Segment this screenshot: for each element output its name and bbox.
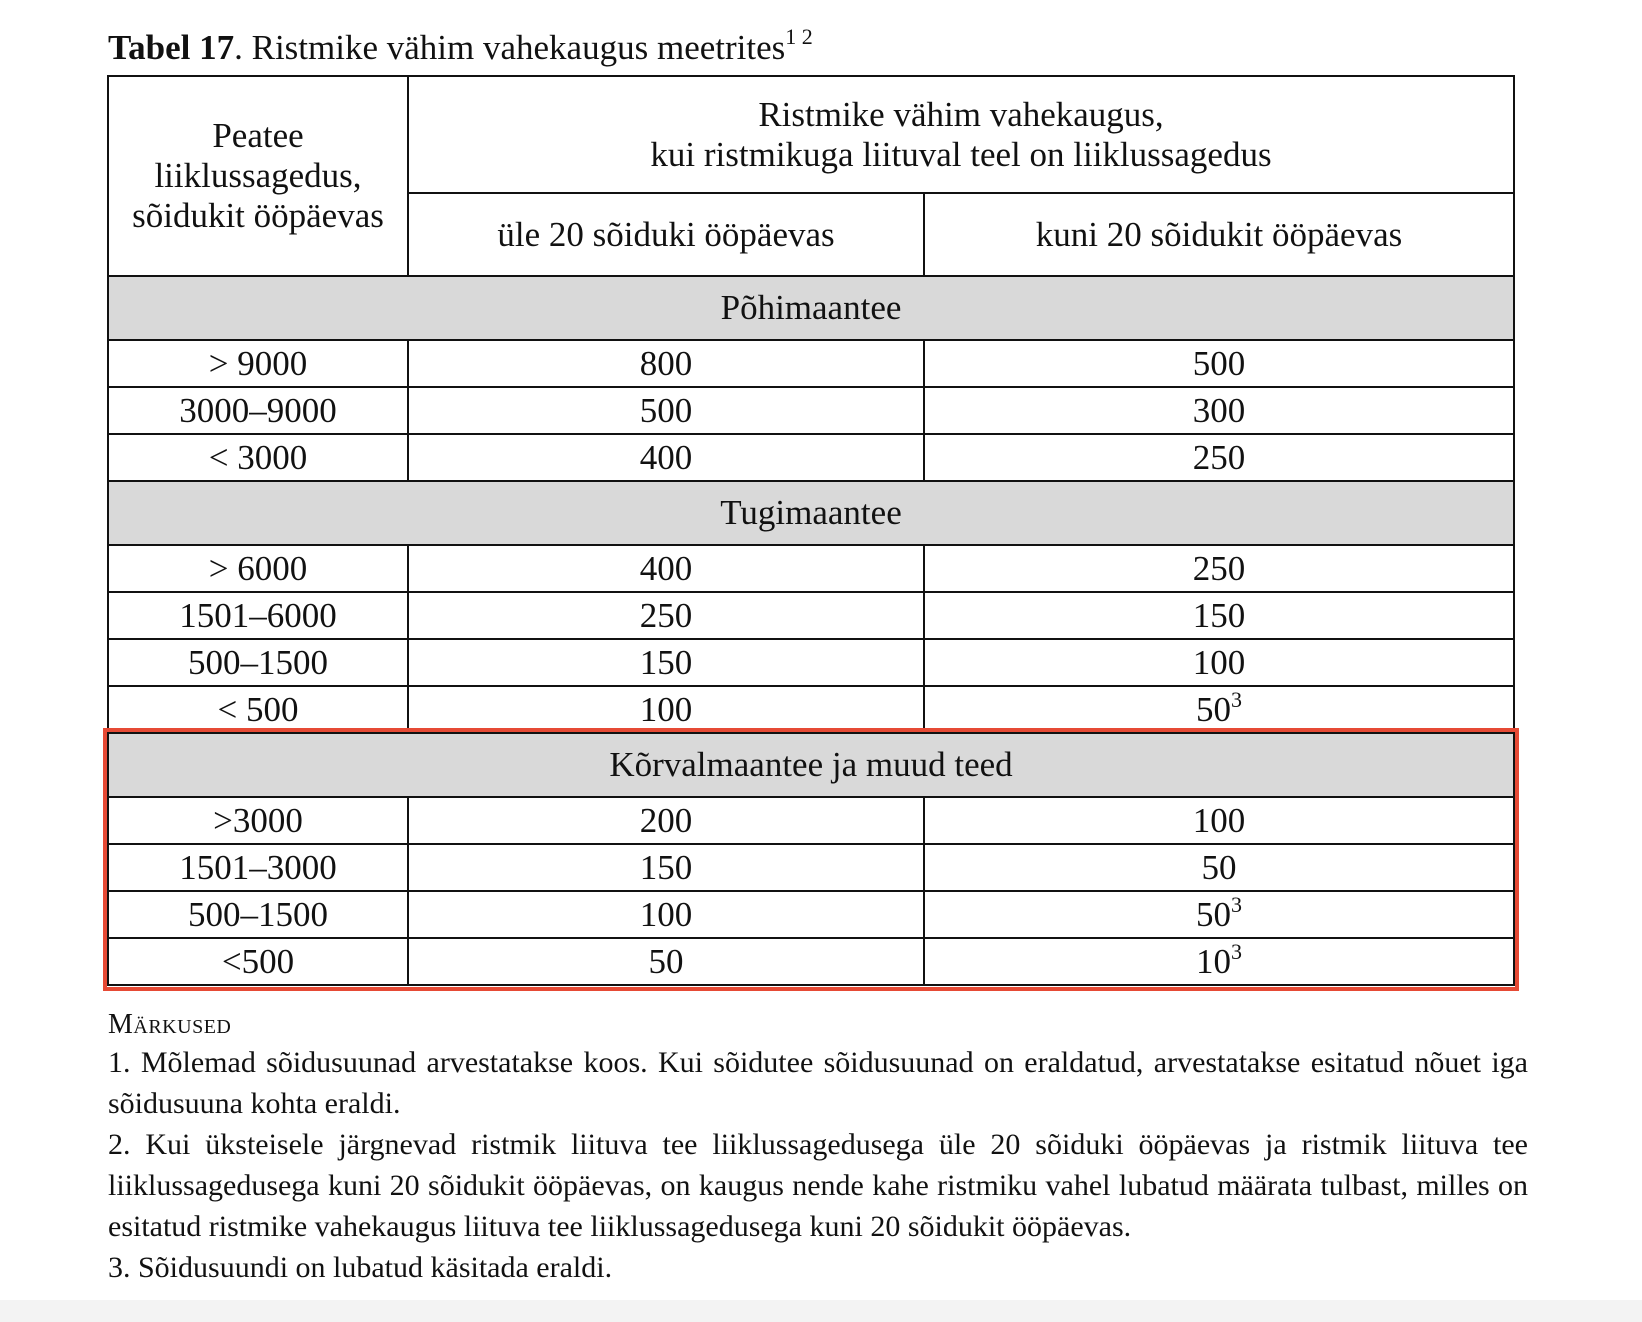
table-row xyxy=(108,891,1514,938)
traffic-cell: > 6000 xyxy=(108,545,408,592)
table-row xyxy=(108,387,1514,434)
upto20-value: 50 xyxy=(1196,894,1231,934)
page-bottom-band xyxy=(0,1300,1642,1322)
upto20-value: 250 xyxy=(1192,548,1246,588)
section-title: Tugimaantee xyxy=(108,481,1514,545)
traffic-cell: < 3000 xyxy=(108,434,408,481)
over20-cell: 50 xyxy=(408,938,924,985)
section-row-pohimaantee xyxy=(108,276,1514,340)
table-row xyxy=(108,434,1514,481)
table-row xyxy=(108,844,1514,891)
upto20-cell xyxy=(924,938,1514,985)
upto20-cell xyxy=(924,340,1514,387)
upto20-cell xyxy=(924,592,1514,639)
header-group-column xyxy=(408,76,1514,193)
note-item: 3. Sõidusuundi on lubatud käsitada eraldi. xyxy=(108,1251,613,1284)
traffic-cell: <500 xyxy=(108,938,408,985)
traffic-cell: > 9000 xyxy=(108,340,408,387)
traffic-cell: 3000–9000 xyxy=(108,387,408,434)
traffic-cell: < 500 xyxy=(108,686,408,733)
section-title: Põhimaantee xyxy=(108,276,1514,340)
header-upto20: kuni 20 sõidukit ööpäevas xyxy=(924,193,1514,276)
over20-cell: 200 xyxy=(408,797,924,844)
section-title: Kõrvalmaantee ja muud teed xyxy=(108,733,1514,797)
notes-title: Märkused xyxy=(108,1009,232,1040)
caption-label: Tabel 17 xyxy=(108,28,235,67)
upto20-cell xyxy=(924,844,1514,891)
header-group-line1: Ristmike vähim vahekaugus, xyxy=(758,94,1164,134)
upto20-cell xyxy=(924,545,1514,592)
upto20-value: 250 xyxy=(1192,437,1246,477)
note-item: 2. Kui üksteisele järgnevad ristmik liituva tee liiklussagedusega üle 20 sõiduki ööpäevas ja ristmik liituva tee liiklussagedusega kuni 20 sõidukit ööpäevas, on kaugus nende kahe ristmiku vahel lubatud määrata tulbast, milles on esitatud ristmike vahekaugus liituva tee liiklussagedusega kuni 20 sõidukit ööpäevas. xyxy=(108,1128,1528,1243)
over20-cell: 400 xyxy=(408,434,924,481)
table-caption xyxy=(108,26,813,70)
table-row xyxy=(108,938,1514,985)
section-row-tugimaantee xyxy=(108,481,1514,545)
note-item: 1. Mõlemad sõidusuunad arvestatakse koos. Kui sõidutee sõidusuunad on eraldatud, arvestatakse esitatud nõuet iga sõidusuuna kohta eraldi. xyxy=(108,1046,1528,1120)
upto20-value: 500 xyxy=(1192,343,1246,383)
over20-cell: 100 xyxy=(408,891,924,938)
header-traffic-column xyxy=(108,76,408,276)
upto20-value: 50 xyxy=(1196,689,1231,729)
notes-section xyxy=(108,1008,1528,1288)
caption-text: . Ristmike vähim vahekaugus meetrites xyxy=(234,28,786,67)
upto20-cell xyxy=(924,891,1514,938)
over20-cell: 800 xyxy=(408,340,924,387)
header-col1-line1: Peatee xyxy=(212,116,304,155)
traffic-cell: 1501–3000 xyxy=(108,844,408,891)
traffic-cell: 1501–6000 xyxy=(108,592,408,639)
upto20-value: 100 xyxy=(1192,800,1246,840)
over20-cell: 250 xyxy=(408,592,924,639)
upto20-value: 10 xyxy=(1196,941,1231,981)
traffic-cell: 500–1500 xyxy=(108,891,408,938)
table-header-row xyxy=(108,76,1514,193)
caption-footnote-refs: 1 2 xyxy=(785,24,813,49)
header-col1-line3: sõidukit ööpäevas xyxy=(132,196,384,235)
over20-cell: 500 xyxy=(408,387,924,434)
upto20-cell xyxy=(924,387,1514,434)
table-row xyxy=(108,797,1514,844)
upto20-cell xyxy=(924,686,1514,733)
over20-cell: 400 xyxy=(408,545,924,592)
table-row xyxy=(108,340,1514,387)
table-row xyxy=(108,686,1514,733)
section-row-korvalmaantee xyxy=(108,733,1514,797)
upto20-cell xyxy=(924,797,1514,844)
header-over20: üle 20 sõiduki ööpäevas xyxy=(408,193,924,276)
over20-cell: 150 xyxy=(408,844,924,891)
traffic-cell: >3000 xyxy=(108,797,408,844)
upto20-cell xyxy=(924,639,1514,686)
over20-cell: 100 xyxy=(408,686,924,733)
footnote-ref: 3 xyxy=(1231,686,1242,712)
upto20-value: 50 xyxy=(1201,847,1237,887)
table-row xyxy=(108,592,1514,639)
upto20-value: 150 xyxy=(1192,595,1246,635)
upto20-cell xyxy=(924,434,1514,481)
header-col1-line2: liiklussagedus, xyxy=(154,156,362,195)
table-row xyxy=(108,639,1514,686)
traffic-cell: 500–1500 xyxy=(108,639,408,686)
distance-table xyxy=(107,75,1515,986)
header-group-line2: kui ristmikuga liituval teel on liiklussagedus xyxy=(650,134,1272,174)
upto20-value: 300 xyxy=(1192,390,1246,430)
table-row xyxy=(108,545,1514,592)
upto20-value: 100 xyxy=(1192,642,1246,682)
over20-cell: 150 xyxy=(408,639,924,686)
footnote-ref: 3 xyxy=(1231,891,1242,917)
footnote-ref: 3 xyxy=(1231,938,1242,964)
